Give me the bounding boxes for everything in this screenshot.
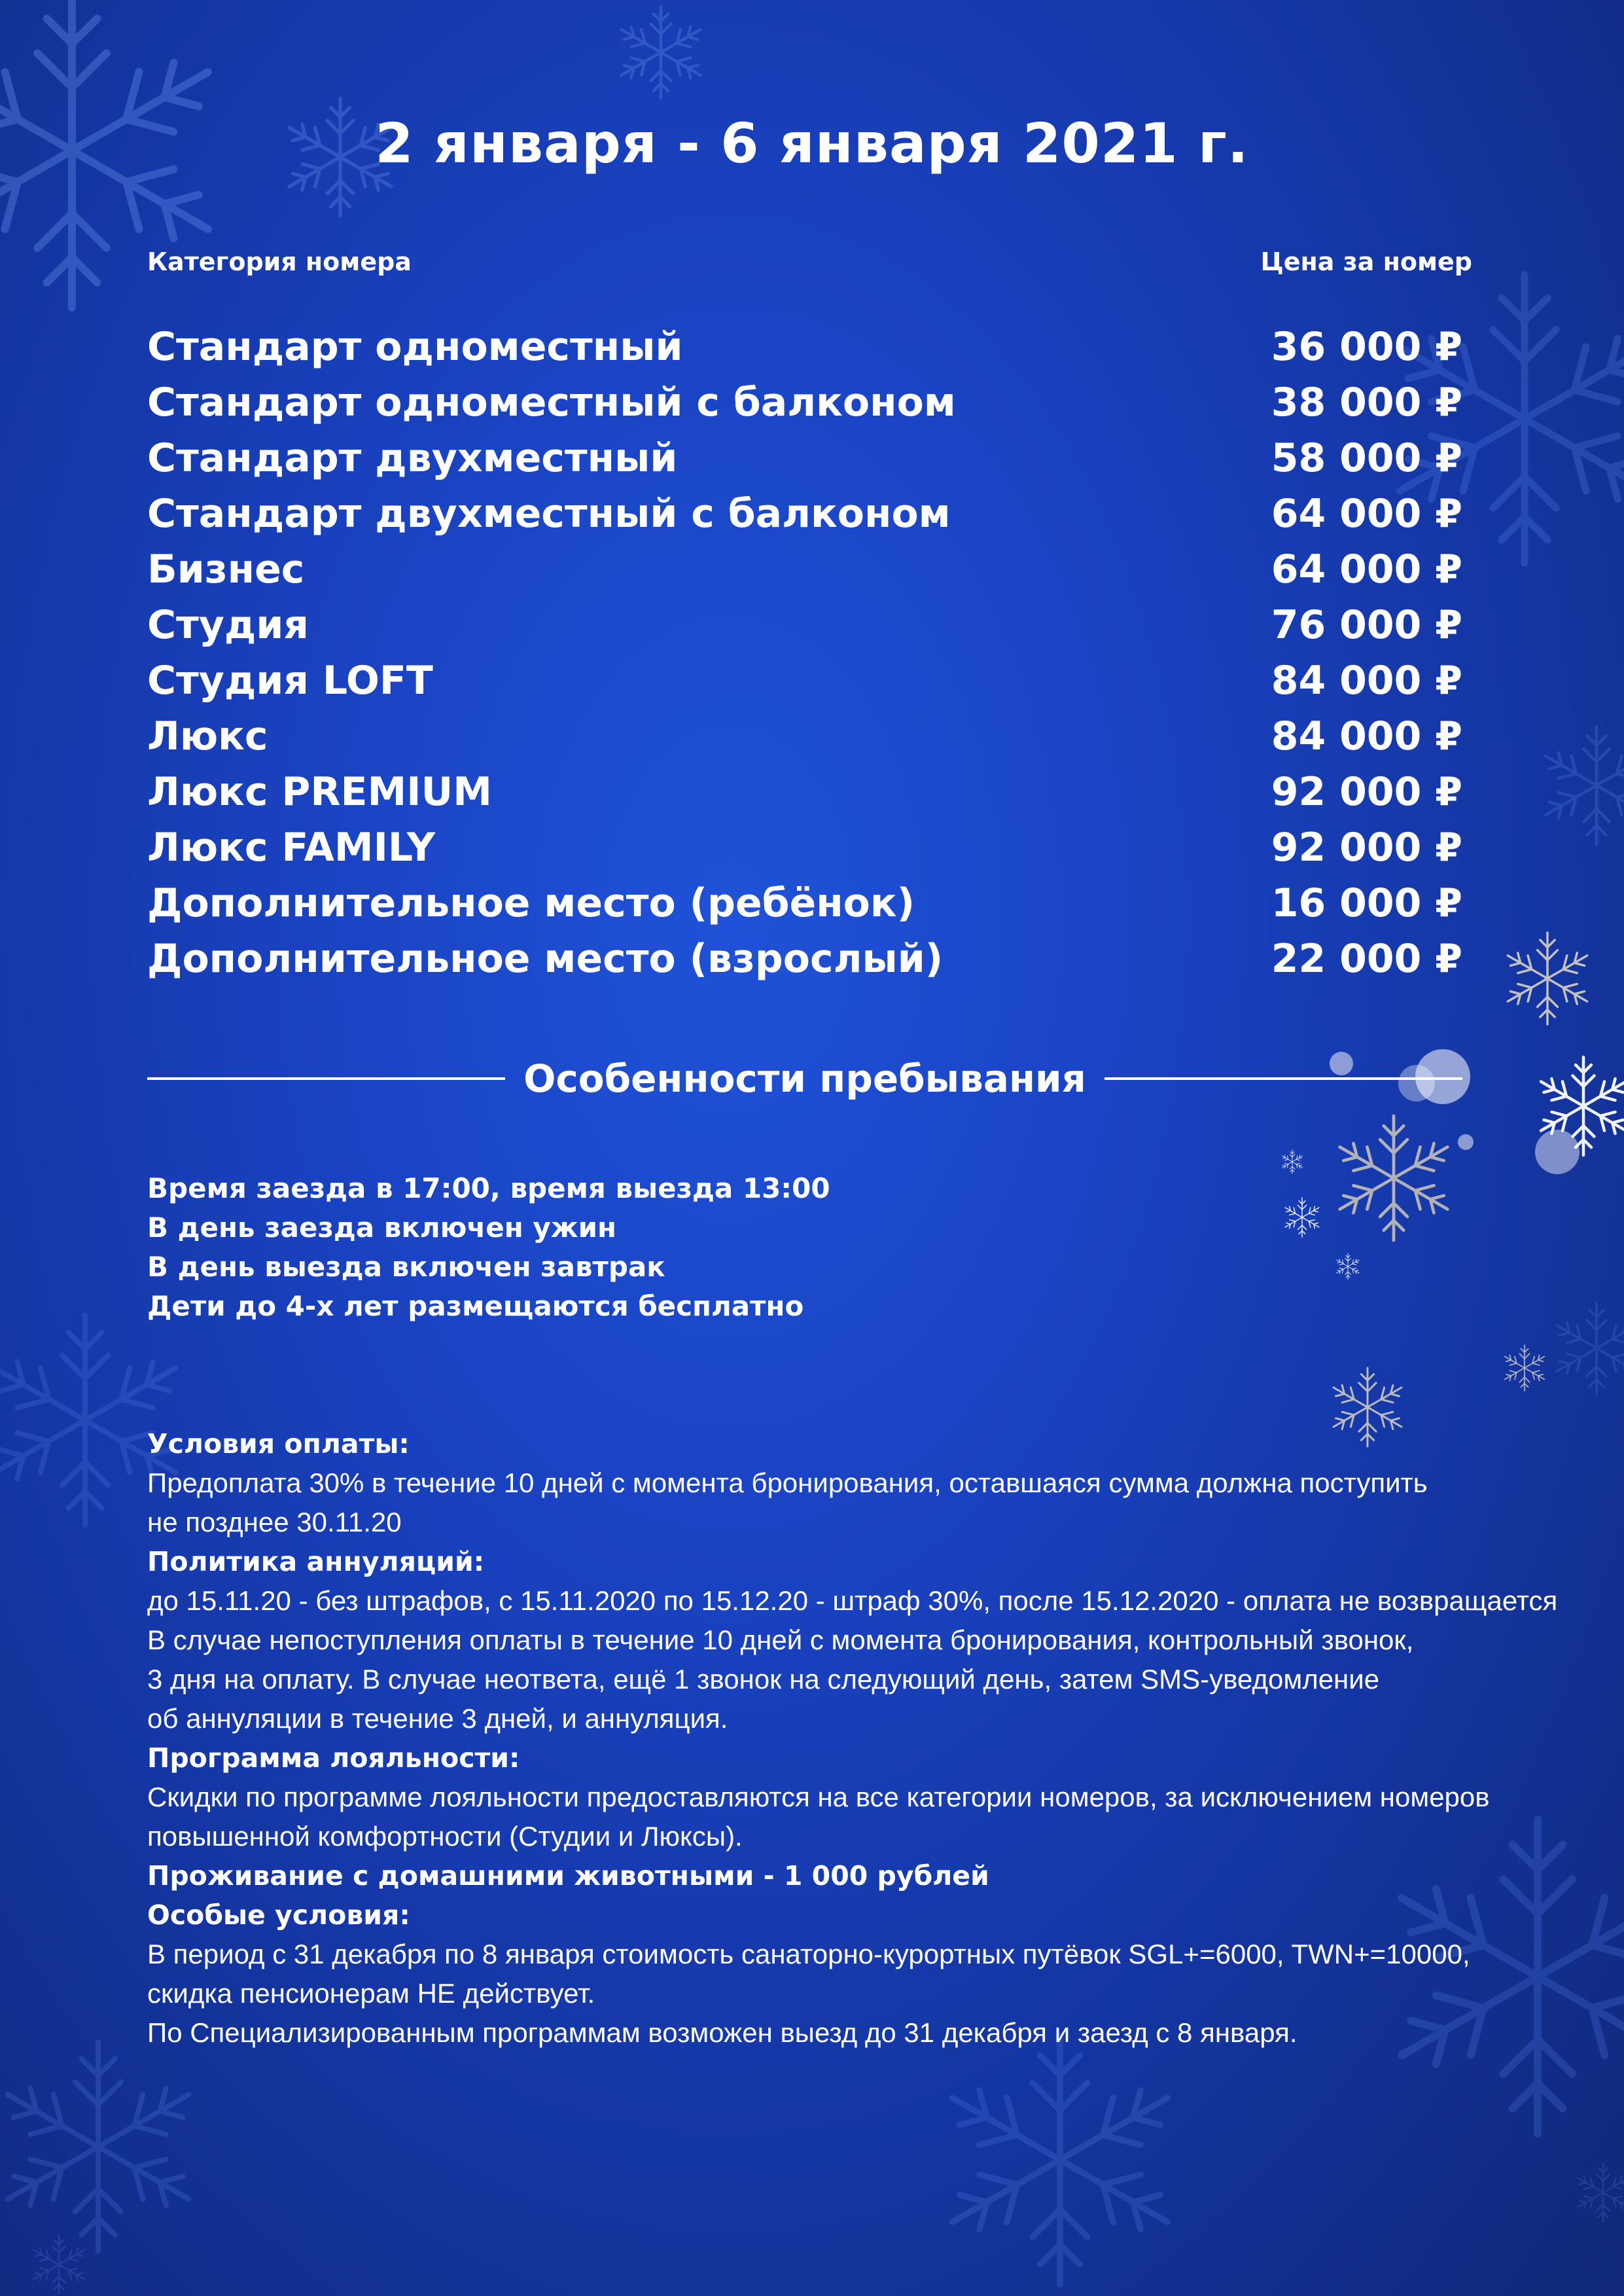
loyalty-text-line: повышенной комфортности (Студии и Люксы).	[147, 1821, 743, 1852]
table-row	[147, 875, 1462, 931]
room-category: Стандарт двухместный с балконом	[147, 490, 951, 537]
page-title: 2 января - 6 января 2021 г.	[375, 111, 1249, 175]
features-heading: Особенности пребывания	[523, 1056, 1086, 1101]
payment-text-line: не позднее 30.11.20	[147, 1507, 402, 1537]
room-price: 92 000 ₽	[1271, 824, 1462, 870]
table-row	[147, 764, 1462, 819]
column-header-category: Категория номера	[147, 247, 412, 276]
room-category: Люкс	[147, 713, 268, 759]
cancellation-heading: Политика аннуляций:	[147, 1546, 485, 1577]
special-conditions-text-line: скидка пенсионерам НЕ действует.	[147, 1978, 595, 2009]
table-row	[147, 597, 1462, 653]
room-price: 64 000 ₽	[1271, 546, 1462, 592]
payment-heading: Условия оплаты:	[147, 1428, 410, 1460]
room-price: 64 000 ₽	[1271, 490, 1462, 537]
list-item: Дети до 4-х лет размещаются бесплатно	[147, 1290, 804, 1322]
room-category: Дополнительное место (ребёнок)	[147, 880, 915, 926]
loyalty-text-line: Скидки по программе лояльности предоставляются на все категории номеров, за исключением номеров	[147, 1782, 1490, 1812]
room-price: 22 000 ₽	[1271, 935, 1462, 982]
table-row	[147, 931, 1462, 986]
special-conditions-text-line: По Специализированным программам возможен выезд до 31 декабря и заезд с 8 января.	[147, 2017, 1297, 2048]
cancellation-text-line: об аннуляции в течение 3 дней, и аннуляция.	[147, 1703, 728, 1734]
cancellation-text-line: В случае непоступления оплаты в течение 10 дней с момента бронирования, контрольный звонок,	[147, 1624, 1414, 1655]
room-category: Стандарт одноместный с балконом	[147, 379, 956, 425]
room-category: Стандарт одноместный	[147, 323, 683, 370]
terms-section	[147, 1424, 1613, 2053]
table-row	[147, 430, 1462, 486]
payment-text-line: Предоплата 30% в течение 10 дней с момента бронирования, оставшаяся сумма должна поступить	[147, 1467, 1428, 1498]
features-list	[147, 1169, 830, 1326]
table-row	[147, 374, 1462, 430]
room-price: 36 000 ₽	[1271, 323, 1462, 370]
room-price: 76 000 ₽	[1271, 601, 1462, 648]
cancellation-text-line: 3 дня на оплату. В случае неответа, ещё 1 звонок на следующий день, затем SMS-уведомление	[147, 1664, 1380, 1695]
table-row	[147, 653, 1462, 708]
room-price: 92 000 ₽	[1271, 768, 1462, 815]
room-category: Студия LOFT	[147, 657, 433, 704]
list-item: В день заезда включен ужин	[147, 1211, 617, 1244]
room-category: Люкс PREMIUM	[147, 768, 492, 815]
room-category: Стандарт двухместный	[147, 435, 678, 481]
table-row	[147, 486, 1462, 541]
room-price: 84 000 ₽	[1271, 657, 1462, 704]
list-item: Время заезда в 17:00, время выезда 13:00	[147, 1172, 830, 1204]
special-conditions-heading: Особые условия:	[147, 1899, 410, 1931]
divider-line-right	[1104, 1077, 1462, 1080]
cancellation-text-line: до 15.11.20 - без штрафов, с 15.11.2020 по 15.12.20 - штраф 30%, после 15.12.2020 - оплата не возвращается	[147, 1585, 1558, 1616]
table-row	[147, 541, 1462, 597]
room-category: Дополнительное место (взрослый)	[147, 935, 944, 982]
list-item: В день выезда включен завтрак	[147, 1251, 665, 1283]
room-category: Бизнес	[147, 546, 305, 592]
table-row	[147, 819, 1462, 875]
table-row	[147, 319, 1462, 374]
room-price: 16 000 ₽	[1271, 880, 1462, 926]
price-table	[147, 319, 1462, 986]
room-price: 38 000 ₽	[1271, 379, 1462, 425]
room-price: 58 000 ₽	[1271, 435, 1462, 481]
table-row	[147, 708, 1462, 764]
column-header-price: Цена за номер	[1260, 247, 1472, 276]
loyalty-heading: Программа лояльности:	[147, 1742, 520, 1774]
divider-line-left	[147, 1077, 505, 1080]
pets-heading: Проживание с домашними животными - 1 000 рублей	[147, 1860, 989, 1892]
room-category: Студия	[147, 601, 309, 648]
room-price: 84 000 ₽	[1271, 713, 1462, 759]
special-conditions-text-line: В период с 31 декабря по 8 января стоимость санаторно-курортных путёвок SGL+=6000, TWN+=10000,	[147, 1939, 1470, 1969]
room-category: Люкс FAMILY	[147, 824, 436, 870]
features-divider	[147, 1052, 1462, 1105]
